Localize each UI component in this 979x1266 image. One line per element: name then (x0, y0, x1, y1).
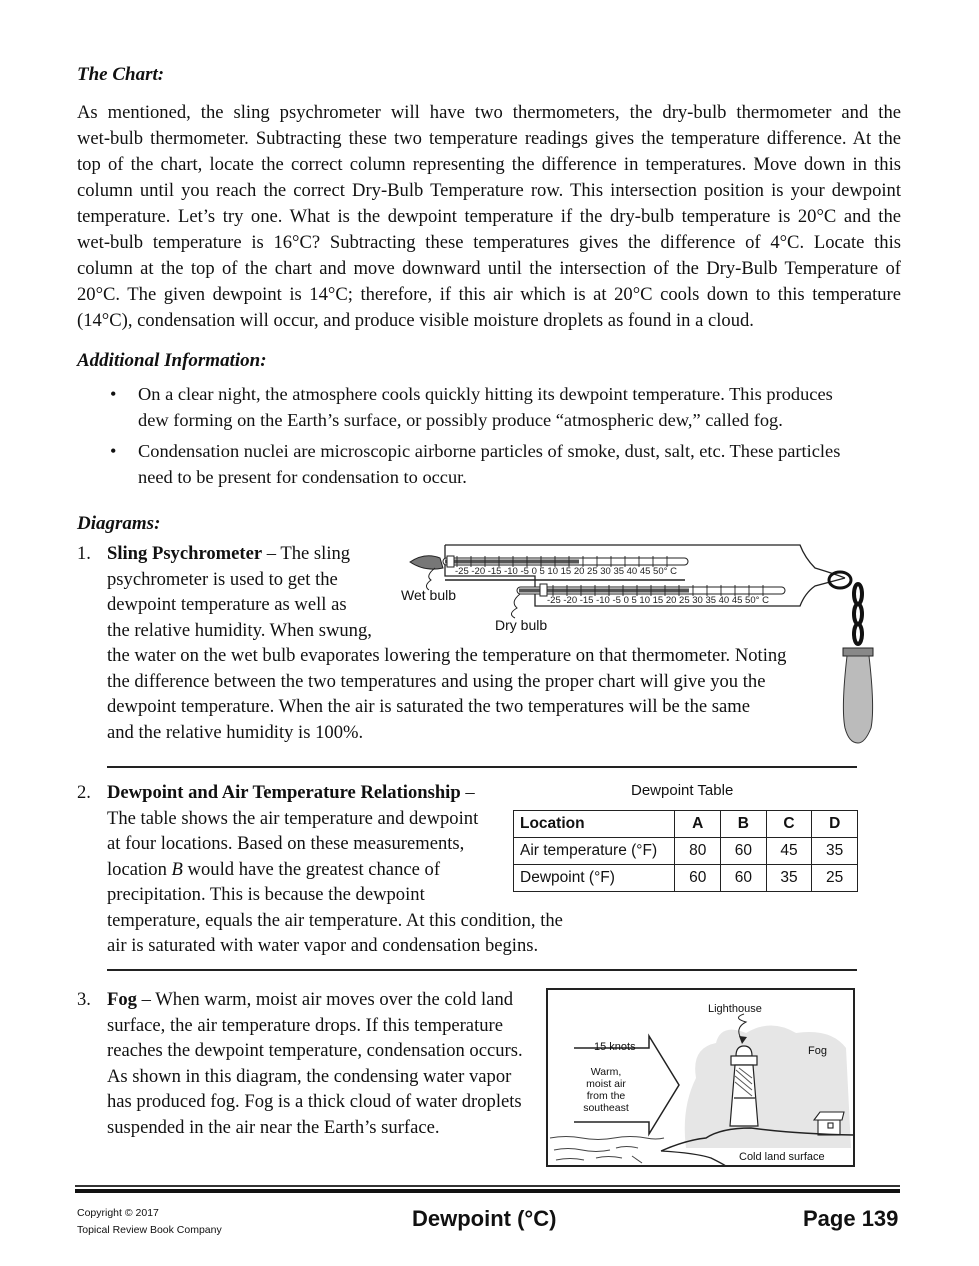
table-header-row (514, 811, 858, 838)
footer-title: Dewpoint (°C) (412, 1206, 557, 1231)
arrow-text: moist air (586, 1078, 626, 1090)
table-header-cell: Location (514, 811, 675, 838)
table-cell: 35 (812, 838, 858, 865)
item-line: the difference between the two temperatures and using the proper chart will give you the (107, 670, 766, 692)
lighthouse-icon (730, 1046, 758, 1126)
item-line: suspended in the air near the Earth’s surface. (107, 1116, 440, 1138)
item-line: dewpoint temperature as well as (107, 594, 347, 615)
bullet-text: On a clear night, the atmosphere cools quickly hitting its dewpoint temperature. This produces (138, 384, 833, 404)
copyright-text: Copyright © 2017 (77, 1207, 159, 1219)
arrow-text: from the (586, 1090, 626, 1102)
table-cell: 45 (766, 838, 812, 865)
text-run: location (107, 858, 172, 880)
dry-bulb-label: Dry bulb (495, 617, 548, 633)
item-line: and the relative humidity is 100%. (107, 721, 364, 743)
footer-rule-thin (75, 1185, 900, 1187)
footer-rule-thick (75, 1189, 900, 1193)
table-cell: 60 (675, 865, 721, 892)
text-run: would have the greatest chance of (182, 858, 441, 880)
dash: – (262, 543, 281, 564)
table-row (514, 865, 858, 892)
divider (107, 969, 857, 971)
item-lead: When warm, moist air moves over the cold land (155, 989, 514, 1010)
item-line: the relative humidity. When swung, (107, 619, 372, 641)
fog-label: Fog (808, 1045, 827, 1057)
item-line: air is saturated with water vapor and condensation begins. (107, 935, 539, 956)
land-label: Cold land surface (739, 1151, 825, 1163)
item-line: the water on the wet bulb evaporates lowering the temperature on that thermometer. Noting (107, 645, 787, 666)
item-number: 3. (77, 989, 91, 1010)
handle-icon (843, 656, 872, 743)
item-title: Sling Psychrometer (107, 543, 263, 564)
item-line: surface, the air temperature drops. If this temperature (107, 1014, 503, 1036)
item-line: precipitation. This is because the dewpoint (107, 884, 425, 905)
item-line: dewpoint temperature. When the air is saturated the two temperatures will be the same (107, 696, 750, 717)
item-line: at four locations. Based on these measurements, (107, 833, 465, 854)
arrow-text: southeast (583, 1102, 629, 1114)
lighthouse-label: Lighthouse (708, 1003, 762, 1015)
upper-scale-label: -25 -20 -15 -10 -5 0 5 10 15 20 25 30 35 40 45 50° C (455, 566, 677, 577)
item-line: The table shows the air temperature and dewpoint (107, 807, 479, 829)
item-lead: The sling (280, 543, 351, 564)
handle-cap (843, 648, 873, 656)
location-b-italic: B (171, 858, 183, 880)
divider (107, 766, 857, 768)
chart-line: column at the top of the chart and move downward until the intersection of the Dry-Bulb Temperature of (77, 258, 901, 279)
item-line: psychrometer is used to get the (107, 568, 338, 590)
wet-bulb-label: Wet bulb (401, 587, 456, 603)
table-cell: 60 (721, 838, 767, 865)
section-heading-chart: The Chart: (77, 64, 165, 85)
chart-line: column until you reach the correct Dry-Bulb Temperature row. This intersection position is your dewpoint (77, 180, 901, 201)
item-line: has produced fog. Fog is a thick cloud of water droplets (107, 1091, 522, 1112)
fog-figure (546, 988, 856, 1168)
bullet-text: dew forming on the Earth’s surface, or possibly produce “atmospheric dew,” called fog. (138, 410, 783, 430)
bullet-text: need to be present for condensation to occur. (138, 467, 467, 487)
table-header-cell: C (766, 811, 812, 838)
section-heading-additional: Additional Information: (77, 350, 267, 371)
table-row (514, 838, 858, 865)
sling-psychrometer-figure (395, 538, 885, 773)
item-line: temperature, equals the air temperature. At this condition, the (107, 909, 563, 931)
chart-line: As mentioned, the sling psychrometer will have two thermometers, the dry-bulb thermometer and the (77, 102, 901, 123)
table-cell: Dewpoint (°F) (514, 865, 675, 892)
table-caption: Dewpoint Table (631, 782, 734, 799)
chain-icon (854, 584, 862, 644)
bullet-icon: • (110, 384, 117, 404)
chart-paragraph (77, 100, 901, 334)
table-cell: 35 (766, 865, 812, 892)
table-header-cell: A (675, 811, 721, 838)
lower-scale-label: -25 -20 -15 -10 -5 0 5 10 15 20 25 30 35 40 45 50° C (547, 595, 769, 606)
dash: – (460, 782, 475, 803)
bullet-icon: • (110, 441, 117, 461)
table-cell: Air temperature (°F) (514, 838, 675, 865)
chart-line: wet-bulb temperature is 16°C? Subtracting these temperatures gives the difference of 4°C. Locate this (77, 232, 901, 253)
wind-speed-label: 15 knots (594, 1041, 636, 1053)
bullet-text: Condensation nuclei are microscopic airborne particles of smoke, dust, salt, etc. These particles (138, 441, 841, 461)
page-number: Page 139 (803, 1206, 899, 1231)
publisher-text: Topical Review Book Company (77, 1224, 222, 1236)
table-header-cell: D (812, 811, 858, 838)
section-heading-diagrams: Diagrams: (77, 513, 161, 534)
table-cell: 80 (675, 838, 721, 865)
item-line (107, 857, 563, 883)
item-title: Fog (107, 989, 137, 1010)
chart-line: wet-bulb thermometer. Subtracting these two temperature readings gives the temperature difference. At the (77, 128, 901, 149)
table-header-cell: B (721, 811, 767, 838)
item-number: 2. (77, 782, 91, 803)
chart-line: temperature. Let’s try one. What is the dewpoint temperature if the dry-bulb temperature is 20°C and the (77, 206, 901, 227)
house-icon (814, 1112, 844, 1135)
chart-line: top of the chart, locate the correct column representing the difference in temperatures. Move down in this (77, 154, 901, 175)
table-cell: 25 (812, 865, 858, 892)
item-line: As shown in this diagram, the condensing water vapor (107, 1065, 512, 1087)
arrow-text: Warm, (590, 1066, 622, 1078)
dewpoint-table (513, 810, 858, 892)
chart-line: 20°C. The given dewpoint is 14°C; therefore, if this air which is at 20°C cools down to this temperature (77, 284, 901, 305)
item-title: Dewpoint and Air Temperature Relationship (107, 782, 461, 803)
item-line: reaches the dewpoint temperature, condensation occurs. (107, 1040, 523, 1061)
chart-line: (14°C), condensation will occur, and produce visible moisture droplets as found in a cloud. (77, 310, 754, 331)
item-number: 1. (77, 543, 91, 564)
footer-copyright (77, 1205, 222, 1239)
table-cell: 60 (721, 865, 767, 892)
dash: – (136, 989, 156, 1010)
